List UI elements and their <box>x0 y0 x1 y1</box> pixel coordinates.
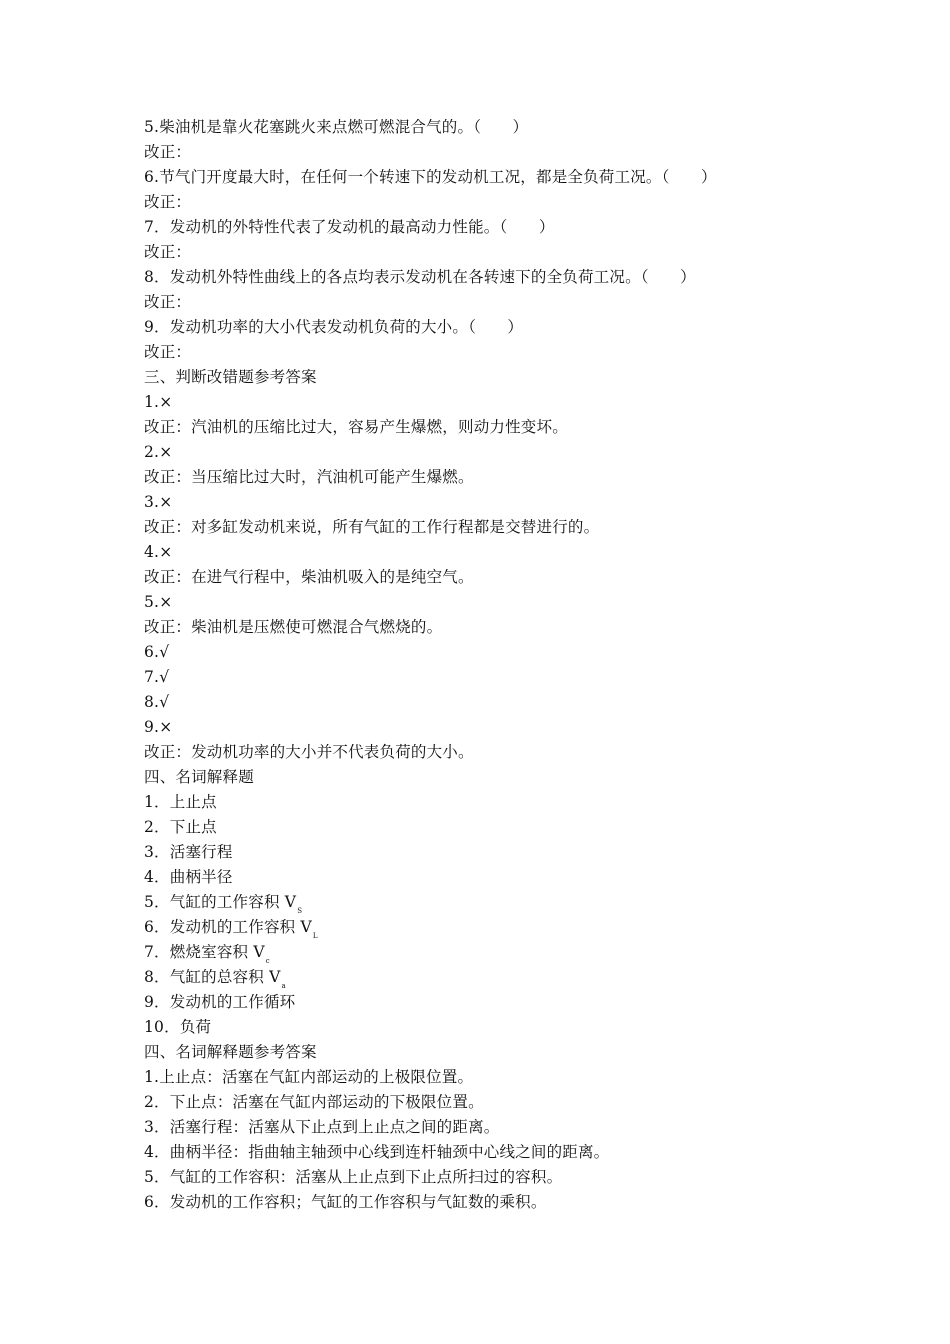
subscript: c <box>265 957 270 965</box>
answer-line: 1.× <box>144 393 173 411</box>
term-item: 10．负荷 <box>144 1018 212 1036</box>
section-title-terms-answers: 四、名词解释题参考答案 <box>144 1043 317 1061</box>
subscript: S <box>297 907 303 915</box>
answer-line: 8.√ <box>144 693 170 711</box>
definition-line: 1.上止点：活塞在气缸内部运动的上极限位置。 <box>144 1068 474 1086</box>
term-item: 5．气缸的工作容积 $V_S$ <box>144 893 303 915</box>
definition-line: 5．气缸的工作容积：活塞从上止点到下止点所扫过的容积。 <box>144 1168 563 1186</box>
section-title-judgement-answers: 三、判断改错题参考答案 <box>144 368 317 386</box>
term-item: 4．曲柄半径 <box>144 868 233 886</box>
answer-line: 7.√ <box>144 668 170 686</box>
correction-label: 改正： <box>144 143 192 161</box>
definition-line: 3．活塞行程：活塞从下止点到上止点之间的距离。 <box>144 1118 500 1136</box>
definition-line: 6．发动机的工作容积；气缸的工作容积与气缸数的乘积。 <box>144 1193 547 1211</box>
answer-line: 6.√ <box>144 643 170 661</box>
term-item: 6．发动机的工作容积 $V_L$ <box>144 918 318 940</box>
answer-line: 5.× <box>144 593 173 611</box>
answer-line: 改正：柴油机是压燃使可燃混合气燃烧的。 <box>144 618 443 636</box>
answer-line: 4.× <box>144 543 173 561</box>
document-page <box>144 115 824 1215</box>
answer-line: 3.× <box>144 493 173 511</box>
term-item: 9．发动机的工作循环 <box>144 993 296 1011</box>
subscript: a <box>281 982 286 990</box>
definition-line: 2．下止点：活塞在气缸内部运动的下极限位置。 <box>144 1093 484 1111</box>
answer-line: 改正：当压缩比过大时，汽油机可能产生爆燃。 <box>144 468 474 486</box>
correction-label: 改正： <box>144 293 192 311</box>
answer-line: 改正：汽油机的压缩比过大，容易产生爆燃，则动力性变坏。 <box>144 418 568 436</box>
correction-label: 改正： <box>144 243 192 261</box>
answer-line: 改正：在进气行程中，柴油机吸入的是纯空气。 <box>144 568 474 586</box>
correction-label: 改正： <box>144 193 192 211</box>
answer-line: 2.× <box>144 443 173 461</box>
term-item: 7．燃烧室容积 $V_c$ <box>144 943 270 965</box>
correction-label: 改正： <box>144 343 192 361</box>
section-title-terms: 四、名词解释题 <box>144 768 254 786</box>
term-item: 3．活塞行程 <box>144 843 233 861</box>
subscript: L <box>312 932 318 940</box>
term-item: 8．气缸的总容积 $V_a$ <box>144 968 286 990</box>
question-8: 8．发动机外特性曲线上的各点均表示发动机在各转速下的全负荷工况。（ ） <box>144 268 696 286</box>
definition-line: 4．曲柄半径：指曲轴主轴颈中心线到连杆轴颈中心线之间的距离。 <box>144 1143 610 1161</box>
question-5: 5.柴油机是靠火花塞跳火来点燃可燃混合气的。（ ） <box>144 118 529 136</box>
question-9: 9．发动机功率的大小代表发动机负荷的大小。（ ） <box>144 318 524 336</box>
question-6: 6.节气门开度最大时，在任何一个转速下的发动机工况，都是全负荷工况。（ ） <box>144 168 717 186</box>
term-item: 2．下止点 <box>144 818 217 836</box>
question-7: 7．发动机的外特性代表了发动机的最高动力性能。（ ） <box>144 218 555 236</box>
term-item: 1．上止点 <box>144 793 217 811</box>
answer-line: 改正：发动机功率的大小并不代表负荷的大小。 <box>144 743 474 761</box>
answer-line: 改正：对多缸发动机来说，所有气缸的工作行程都是交替进行的。 <box>144 518 600 536</box>
answer-line: 9.× <box>144 718 173 736</box>
